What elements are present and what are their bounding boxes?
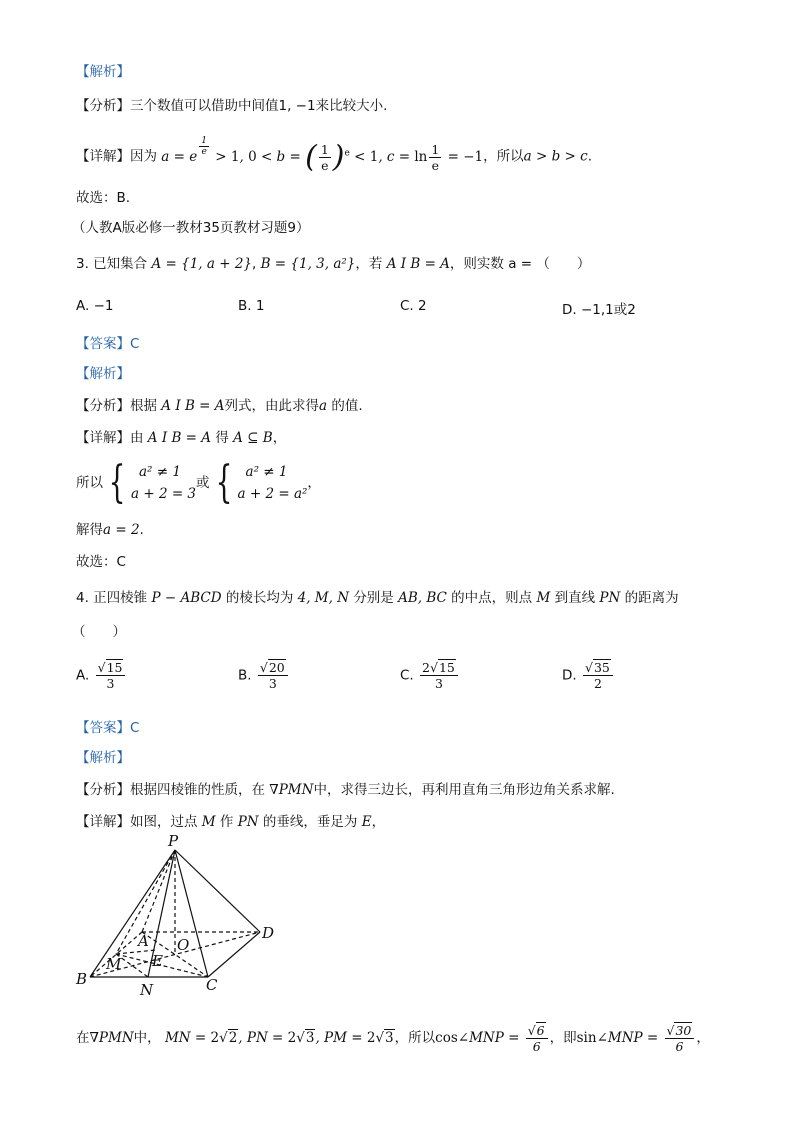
xiangjie-3-text-b: 得 <box>215 430 229 446</box>
q4-text-b: 的棱长均为 <box>225 590 294 606</box>
sys2-line-2: a + 2 = a² <box>237 486 308 502</box>
last-text-e: ， <box>696 1030 710 1046</box>
answer-select-1: 故选：B. <box>76 190 131 206</box>
suoyi-3: 所以 <box>76 475 103 491</box>
side-lengths: MN = 2√2, PN = 2√3, PM = 2√3 <box>164 1030 394 1046</box>
fenxi-label-3: 【分析】 <box>76 398 130 414</box>
question-4: 4. 正四棱锥 P − ABCD 的棱长均为 4, M, N 分别是 AB, BC 的中点，则点 M 到直线 PN 的距离为 <box>76 590 679 606</box>
source-note: （人教A版必修一教材35页教材习题9） <box>72 220 310 236</box>
fenxi-line-3: 【分析】根据 A I B = A列式，由此求得a 的值. <box>76 398 363 414</box>
fenxi-4-text-a: 根据四棱锥的性质，在 <box>130 782 265 798</box>
q4-math-b: 4, M, N <box>297 590 350 606</box>
label-E: E <box>152 952 163 970</box>
xiangjie-label-3: 【详解】 <box>76 430 130 446</box>
xiangjie-3-text-a: 由 <box>130 430 144 446</box>
q4-option-a: A. $\frac{√15}{3}$ <box>76 660 127 691</box>
label-C: C <box>206 976 218 994</box>
analysis-heading-3: 【解析】 <box>76 366 130 382</box>
q4-option-d: D. $\frac{√35}{2}$ <box>562 660 615 691</box>
xiangjie-text-a: 因为 <box>130 148 157 165</box>
q3-option-b: B. 1 <box>238 298 265 314</box>
system-line: 所以 { a² ≠ 1 a + 2 = 3 或 { a² ≠ 1 a + 2 = a² ， <box>76 457 321 508</box>
q3-text-b: ，若 <box>355 256 383 272</box>
q4-text-f: 的距离为 <box>624 590 679 606</box>
fenxi-3-text-c: 的值. <box>331 398 363 414</box>
xiangjie-label: 【详解】 <box>76 148 130 165</box>
label-P: P <box>168 832 179 850</box>
edge-PD <box>175 850 260 932</box>
expr-a-def: a = e $^{\frac{1}{e}}$ > 1, 0 < b = ( $\frac{1}{e}$ )$^e$ < 1, c = ln $\frac{1}{e}$ = −1 <box>161 136 484 174</box>
cos-expr: cos∠MNP = $\frac{√6}{6}$ <box>435 1030 549 1046</box>
q3-set-b: B = {1, 3, a²} <box>260 256 356 272</box>
label-D: D <box>262 924 275 942</box>
question-3: 3. 已知集合 A = {1, a + 2}, B = {1, 3, a²}，若 A I B = A，则实数 a = （ ） <box>76 256 591 272</box>
fenxi-line-4 <box>76 780 615 800</box>
last-line: 在∇PMN中， MN = 2√2, PN = 2√3, PM = 2√3，所以cos∠MNP = $\frac{√6}{6}$ ，即sin∠MNP = $\frac{√30}{6}$ ， <box>76 1023 710 1054</box>
xiangjie-3-text-c: ， <box>272 430 287 446</box>
xiangjie-4-text-d: ， <box>371 814 386 830</box>
sys2-line-1: a² ≠ 1 <box>245 464 288 480</box>
solution-line-3: 解得a = 2. <box>76 522 144 538</box>
q3-option-c: C. 2 <box>400 298 427 314</box>
xiangjie-line-3 <box>76 428 286 448</box>
label-N: N <box>140 981 154 999</box>
q4-math-c: AB, BC <box>398 590 447 606</box>
q4-option-b: B. $\frac{√20}{3}$ <box>238 660 290 691</box>
sys1-line-1: a² ≠ 1 <box>139 464 181 480</box>
xiangjie-label-4: 【详解】 <box>76 814 130 830</box>
analysis-heading-4: 【解析】 <box>76 750 130 766</box>
xiangjie-text-b: ，所以 <box>483 148 524 165</box>
fenxi-label: 【分析】 <box>76 98 130 114</box>
q4-option-c: C. $\frac{2√15}{3}$ <box>400 660 460 691</box>
last-text-b: 中， <box>133 1030 161 1046</box>
last-text-c: ，所以 <box>394 1030 436 1046</box>
xiangjie-line-1: 【详解】因为 a = e $^{\frac{1}{e}}$ > 1, 0 < b = ( $\frac{1}{e}$ )$^e$ < 1, c = ln $\frac{1}{e}$ = −1，所以a > b > c. <box>76 136 592 174</box>
answer-heading-4: 【答案】C <box>76 720 140 736</box>
label-A: A <box>138 932 149 950</box>
q4-text-d: 的中点，则点 <box>451 590 533 606</box>
jiede-3: 解得 <box>76 522 103 538</box>
xiangjie-4-text-a: 如图，过点 <box>130 814 198 830</box>
q3-option-d: D. −1,1或2 <box>562 302 636 318</box>
label-B: B <box>76 970 88 988</box>
q4-text-a: 4. 正四棱锥 <box>76 590 148 606</box>
q3-text-c: ，则实数 <box>449 256 504 272</box>
q4-paren: （ ） <box>72 624 126 640</box>
q3-text-a: 3. 已知集合 <box>76 256 148 272</box>
sin-expr: sin∠MNP = $\frac{√30}{6}$ <box>577 1030 697 1046</box>
xiangjie-4-text-b: 作 <box>219 814 234 830</box>
jiede-3-math: a = 2 <box>103 522 140 538</box>
fenxi-line-1 <box>76 96 387 116</box>
xiangjie-3-math-a: A I B = A <box>147 430 212 446</box>
last-text-a: 在 <box>76 1030 90 1046</box>
q3-text-d: a = （ ） <box>508 256 591 272</box>
xiangjie-line-4: 【详解】如图，过点 M 作 PN 的垂线，垂足为 E， <box>76 814 386 830</box>
conclusion-1: a > b > c <box>523 148 588 165</box>
fenxi-3-math: A I B = A <box>161 398 225 414</box>
q4-text-c: 分别是 <box>353 590 394 606</box>
fenxi-3-text-b: 列式，由此求得 <box>224 398 320 414</box>
pyramid-figure <box>72 832 292 1002</box>
q3-option-a: A. −1 <box>76 298 114 314</box>
answer-select-3: 故选：C <box>76 554 126 570</box>
fenxi-label-4: 【分析】 <box>76 782 130 798</box>
q3-set-a: A = {1, a + 2} <box>151 256 252 272</box>
fenxi-4-math: ∇PMN <box>269 782 314 798</box>
sys1-line-2: a + 2 = 3 <box>131 486 197 502</box>
q4-text-e: 到直线 <box>554 590 596 606</box>
huo: 或 <box>196 475 210 491</box>
label-M: M <box>106 955 122 973</box>
q4-math-a: P − ABCD <box>151 590 222 606</box>
answer-heading-3: 【答案】C <box>76 336 140 352</box>
xiangjie-4-text-c: 的垂线，垂足为 <box>262 814 358 830</box>
fenxi-4-text-b: 中，求得三边长，再利用直角三角形边角关系求解. <box>313 782 615 798</box>
xiangjie-3-math-b: A ⊆ B <box>233 430 273 446</box>
label-O: O <box>177 936 190 954</box>
q3-cond: A I B = A <box>386 256 450 272</box>
fenxi-3-text-a: 根据 <box>130 398 157 414</box>
analysis-heading-1: 【解析】 <box>76 64 130 80</box>
fenxi-text: 三个数值可以借助中间值1, −1来比较大小. <box>130 98 388 114</box>
edge-ME <box>116 950 156 954</box>
last-text-d: ，即 <box>549 1030 577 1046</box>
